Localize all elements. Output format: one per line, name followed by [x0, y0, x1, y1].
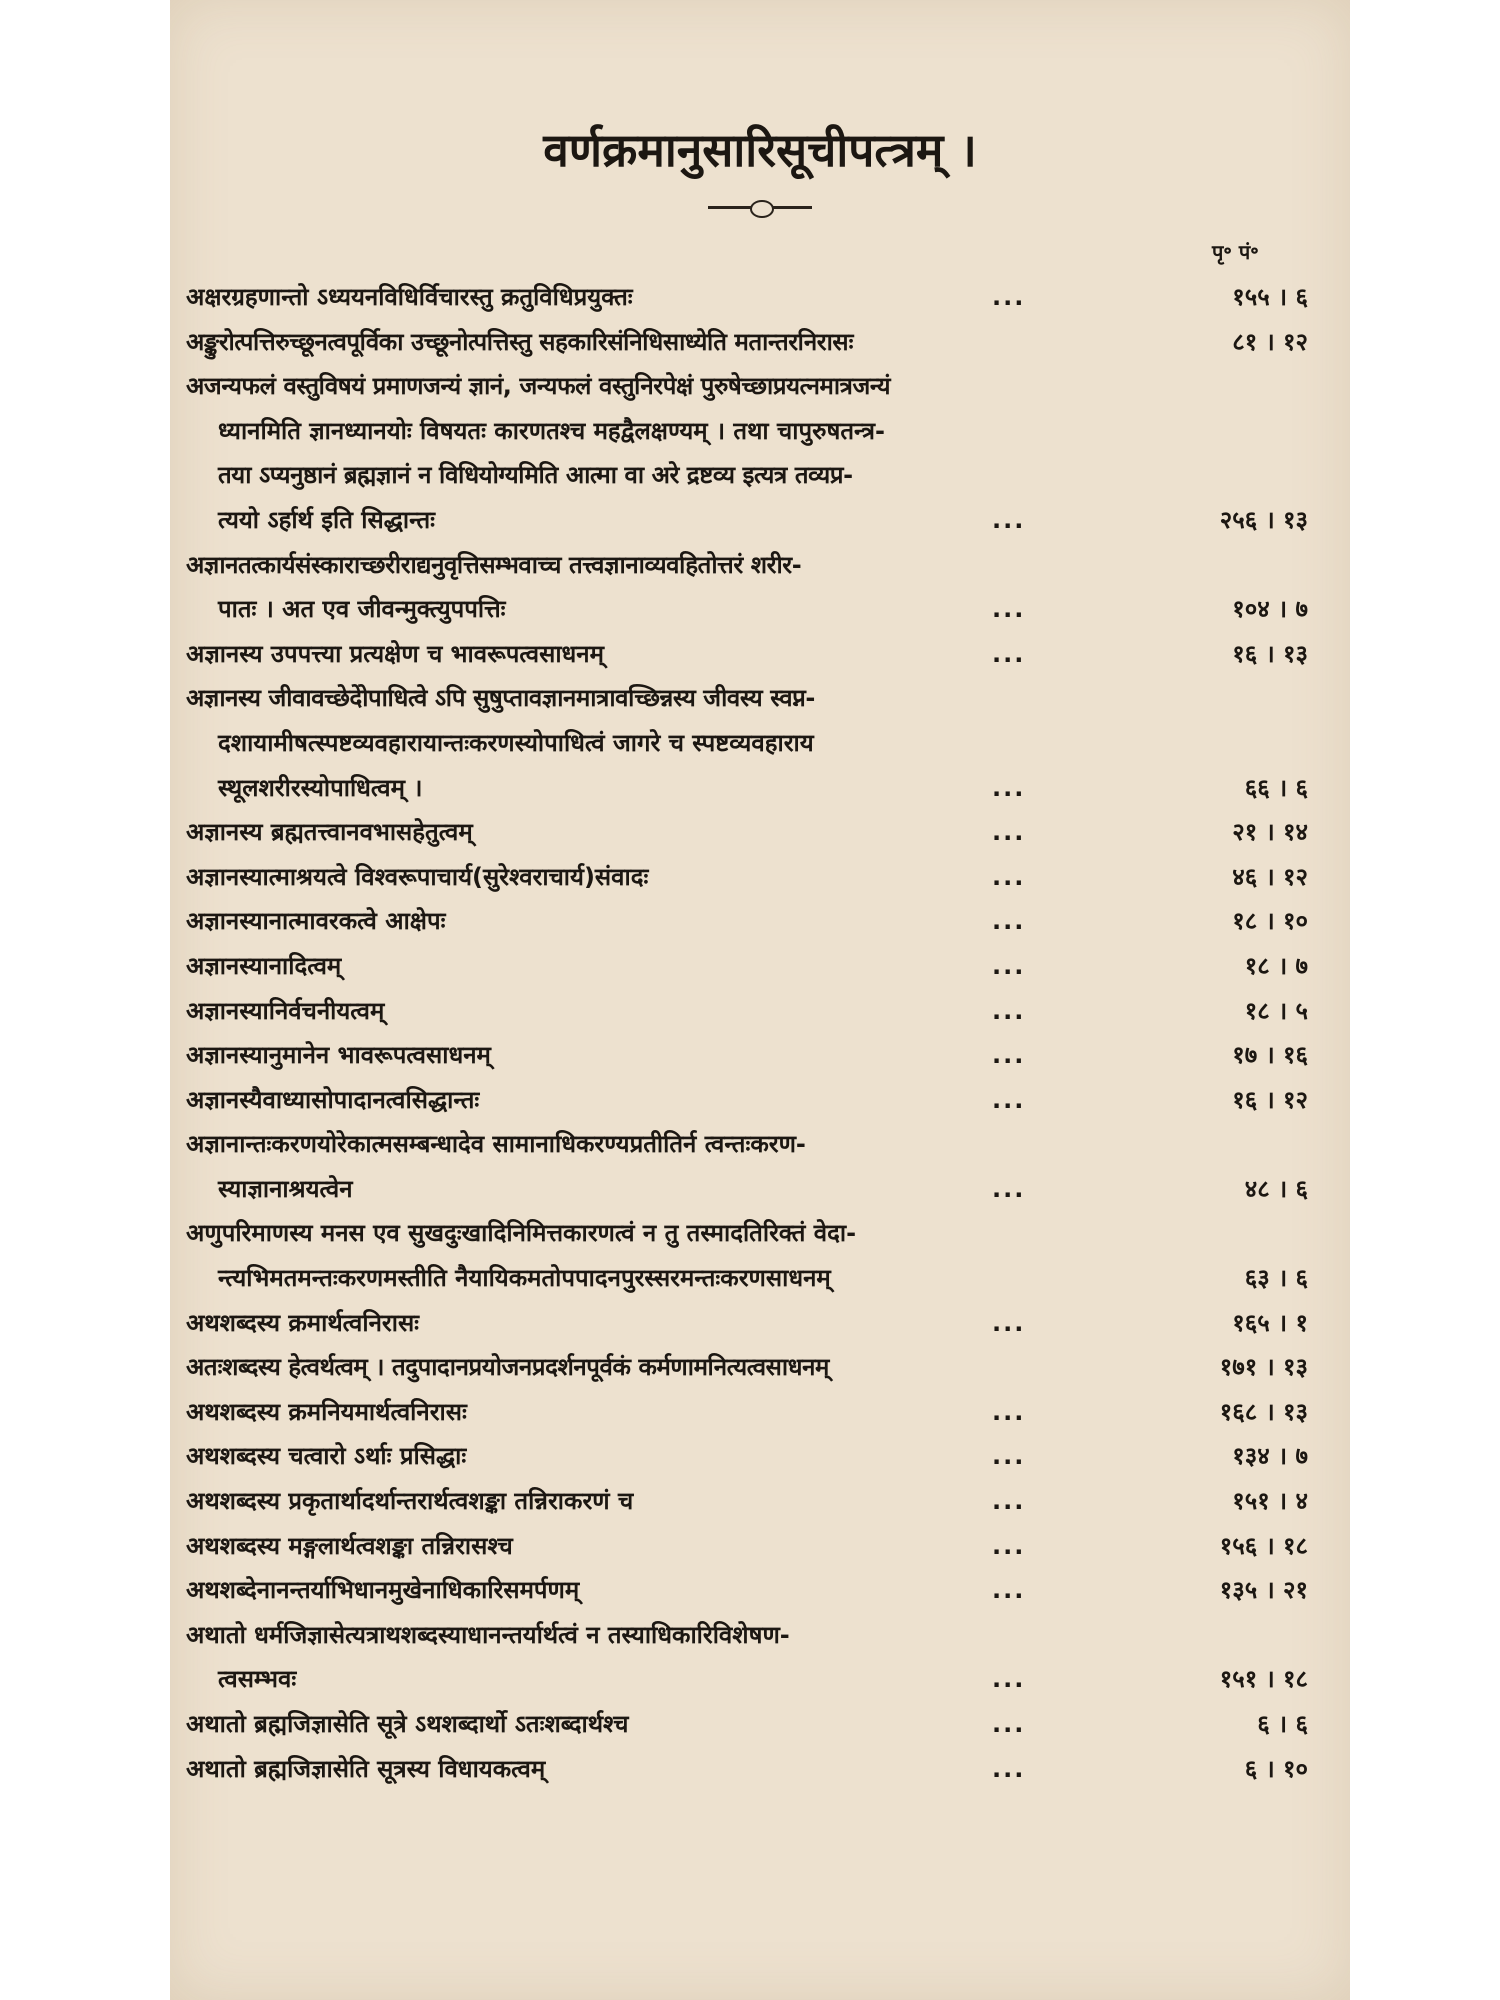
entry-text: न्त्यभिमतमन्तःकरणमस्तीति नैयायिकमतोपपादनपुरस्सरमन्तःकरणसाधनम् [218, 1264, 831, 1293]
index-entry [170, 1702, 1350, 1747]
leader-dots: ... [992, 639, 1026, 668]
index-entry-continuation [170, 409, 1350, 454]
entry-text: अज्ञानस्यानिर्वचनीयत्वम् [186, 996, 385, 1025]
entry-text: अथशब्देनानन्तर्याभिधानमुखेनाधिकारिसमर्पणम् [186, 1576, 580, 1605]
entry-text: अथातो धर्मजिज्ञासेत्यत्राथशब्दस्याधानन्तर्यार्थत्वं न तस्याधिकारिविशेषण- [186, 1620, 790, 1649]
leader-dots: ... [992, 996, 1026, 1025]
page-line-reference: १५५ । ६ [1232, 283, 1308, 311]
index-entry [170, 899, 1350, 944]
page-line-reference: १६ । १३ [1232, 639, 1308, 668]
entry-text: अथातो ब्रह्मजिज्ञासेति सूत्रे ऽथशब्दार्थो ऽतःशब्दार्थश्च [186, 1710, 629, 1738]
entry-text: त्ययो ऽर्हार्थ इति सिद्धान्तः [218, 505, 436, 534]
page-line-reference: १७ । १६ [1232, 1041, 1308, 1070]
leader-dots: ... [992, 1531, 1026, 1560]
leader-dots: ... [992, 1576, 1026, 1605]
entry-text: अज्ञानस्यानादित्वम् [186, 951, 342, 980]
page-line-column-header: पृ॰ पं॰ [1212, 240, 1259, 264]
leader-dots: ... [992, 862, 1026, 891]
index-entry [170, 1078, 1350, 1123]
leader-dots: ... [992, 505, 1026, 534]
index-entry [170, 1033, 1350, 1078]
leader-dots: ... [992, 1665, 1026, 1694]
index-entries [170, 275, 1350, 1791]
page-line-reference: ८१ । १२ [1232, 327, 1308, 356]
entry-text: ध्यानमिति ज्ञानध्यानयोः विषयतः कारणतश्च महद्वैलक्षण्यम् । तथा चापुरुषतन्त्र- [218, 416, 886, 445]
page-title: वर्णक्रमानुसारिसूचीपत्त्रम् । [543, 123, 977, 177]
leader-dots: ... [992, 595, 1026, 624]
leader-dots: ... [992, 1710, 1026, 1738]
page-line-reference: १८ । १० [1232, 907, 1308, 936]
index-entry [170, 944, 1350, 989]
index-entry-continuation [170, 766, 1350, 811]
page-line-reference: १६८ । १३ [1219, 1397, 1308, 1426]
entry-text: अथशब्दस्य क्रमार्थत्वनिरासः [186, 1308, 420, 1337]
entry-text: अथशब्दस्य प्रकृतार्थादर्थान्तरार्थत्वशङ्का तन्निराकरणं च [186, 1487, 634, 1516]
entry-text: पातः । अत एव जीवन्मुक्त्युपपत्तिः [218, 595, 506, 624]
index-entry [170, 1613, 1350, 1658]
page-line-reference: १३४ । ७ [1232, 1442, 1308, 1471]
entry-text: अजन्यफलं वस्तुविषयं प्रमाणजन्यं ज्ञानं, जन्यफलं वस्तुनिरपेक्षं पुरुषेच्छाप्रयत्नमात्रजन्यं [186, 372, 891, 401]
index-entry [170, 364, 1350, 409]
index-entry [170, 275, 1350, 320]
index-entry [170, 1301, 1350, 1346]
index-entry [170, 1434, 1350, 1479]
index-entry [170, 1345, 1350, 1390]
leader-dots: ... [992, 907, 1026, 936]
entry-text: अक्षरग्रहणान्तो ऽध्ययनविधिर्विचारस्तु क्रतुविधिप्रयुक्तः [186, 283, 633, 311]
index-entry-continuation [170, 721, 1350, 766]
entry-text: दशायामीषत्स्पष्टव्यवहारायान्तःकरणस्योपाधित्वं जागरे च स्पष्टव्यवहाराय [218, 728, 814, 757]
page-line-reference: ६३ । ६ [1244, 1264, 1308, 1293]
index-entry [170, 632, 1350, 677]
page-line-reference: १६ । १२ [1232, 1085, 1308, 1114]
leader-dots: ... [992, 1442, 1026, 1471]
index-entry [170, 1524, 1350, 1569]
index-entry [170, 676, 1350, 721]
index-entry-continuation [170, 587, 1350, 632]
index-entry [170, 810, 1350, 855]
index-entry [170, 1747, 1350, 1792]
entry-text: अथशब्दस्य चत्वारो ऽर्थाः प्रसिद्धाः [186, 1442, 467, 1471]
leader-dots: ... [992, 1397, 1026, 1426]
index-entry-continuation [170, 453, 1350, 498]
entry-text: अज्ञानस्यानात्मावरकत्वे आक्षेपः [186, 907, 446, 936]
index-entry-continuation [170, 1167, 1350, 1212]
index-entry-continuation [170, 1256, 1350, 1301]
entry-text: तया ऽप्यनुष्ठानं ब्रह्मज्ञानं न विधियोग्यमिति आत्मा वा अरे द्रष्टव्य इत्यत्र तव्यप्र- [218, 461, 853, 490]
page-line-reference: १०४ । ७ [1232, 595, 1308, 624]
leader-dots: ... [992, 1308, 1026, 1337]
page-line-reference: ६६ । ६ [1244, 773, 1308, 802]
index-entry [170, 1211, 1350, 1256]
page-line-reference: २५६ । १३ [1219, 505, 1308, 534]
page-line-reference: ६ । १० [1244, 1754, 1308, 1783]
index-entry [170, 1122, 1350, 1167]
index-entry-continuation [170, 498, 1350, 543]
page-line-reference: १७१ । १३ [1219, 1353, 1308, 1382]
page-line-reference: १८ । ५ [1244, 996, 1308, 1025]
leader-dots: ... [992, 1085, 1026, 1114]
entry-text: अज्ञानस्यानुमानेन भावरूपत्वसाधनम् [186, 1041, 491, 1070]
book-page [170, 0, 1350, 2000]
index-entry [170, 855, 1350, 900]
index-entry-continuation [170, 1657, 1350, 1702]
entry-text: अज्ञानस्यैवाध्यासोपादानत्वसिद्धान्तः [186, 1085, 480, 1114]
entry-text: अथशब्दस्य मङ्गलार्थत्वशङ्का तन्निरासश्च [186, 1531, 513, 1560]
page-line-reference: १५६ । १८ [1219, 1531, 1308, 1560]
index-entry [170, 1568, 1350, 1613]
entry-text: स्थूलशरीरस्योपाधित्वम् । [218, 773, 423, 802]
entry-text: अज्ञानस्य उपपत्त्या प्रत्यक्षेण च भावरूपत्वसाधनम् [186, 639, 604, 668]
page-line-reference: १५१ । ४ [1232, 1487, 1308, 1516]
index-entry [170, 1390, 1350, 1435]
entry-text: अङ्कुरोत्पत्तिरुच्छूनत्वपूर्विका उच्छूनोत्पत्तिस्तु सहकारिसंनिधिसाध्येति मतान्तरनिरासः [186, 327, 854, 356]
page-line-reference: ६ । ६ [1257, 1710, 1308, 1738]
page-line-reference: १८ । ७ [1244, 951, 1308, 980]
index-entry [170, 543, 1350, 588]
leader-dots: ... [992, 283, 1026, 311]
leader-dots: ... [992, 1487, 1026, 1516]
page-line-reference: १३५ । २१ [1219, 1576, 1308, 1605]
leader-dots: ... [992, 1754, 1026, 1783]
entry-text: अज्ञानस्यात्माश्रयत्वे विश्वरूपाचार्य(सुरेश्वराचार्य)संवादः [186, 862, 649, 891]
leader-dots: ... [992, 773, 1026, 802]
page-line-reference: ४६ । १२ [1232, 862, 1308, 891]
title-ornament-dot [750, 200, 774, 218]
page-line-reference: १५१ । १८ [1219, 1665, 1308, 1694]
entry-text: अथशब्दस्य क्रमनियमार्थत्वनिरासः [186, 1397, 467, 1426]
entry-text: अज्ञानतत्कार्यसंस्काराच्छरीराद्यनुवृत्तिसम्भवाच्च तत्त्वज्ञानाव्यवहितोत्तरं शरीर- [186, 550, 802, 579]
leader-dots: ... [992, 951, 1026, 980]
entry-text: अथातो ब्रह्मजिज्ञासेति सूत्रस्य विधायकत्वम् [186, 1754, 546, 1783]
page-line-reference: १६५ । १ [1232, 1308, 1308, 1337]
leader-dots: ... [992, 1174, 1026, 1203]
page-line-reference: २१ । १४ [1232, 818, 1308, 847]
leader-dots: ... [992, 818, 1026, 847]
entry-text: स्याज्ञानाश्रयत्वेन [218, 1174, 353, 1203]
entry-text: अज्ञानस्य ब्रह्मतत्त्वानवभासहेतुत्वम् [186, 818, 473, 847]
leader-dots: ... [992, 1041, 1026, 1070]
index-entry [170, 989, 1350, 1034]
entry-text: अतःशब्दस्य हेत्वर्थत्वम् । तदुपादानप्रयोजनप्रदर्शनपूर्वकं कर्मणामनित्यत्वसाधनम् [186, 1353, 829, 1382]
page-line-reference: ४८ । ६ [1244, 1174, 1308, 1203]
entry-text: त्वसम्भवः [218, 1665, 297, 1694]
index-entry [170, 1479, 1350, 1524]
entry-text: अणुपरिमाणस्य मनस एव सुखदुःखादिनिमित्तकारणत्वं न तु तस्मादतिरिक्तं वेदा- [186, 1219, 857, 1248]
index-entry [170, 320, 1350, 365]
entry-text: अज्ञानस्य जीवावच्छेदेोपाधित्वे ऽपि सुषुप्तावज्ञानमात्रावच्छिन्नस्य जीवस्य स्वप्न- [186, 684, 815, 713]
entry-text: अज्ञानान्तःकरणयोरेकात्मसम्बन्धादेव सामानाधिकरण्यप्रतीतिर्न त्वन्तःकरण- [186, 1130, 806, 1159]
